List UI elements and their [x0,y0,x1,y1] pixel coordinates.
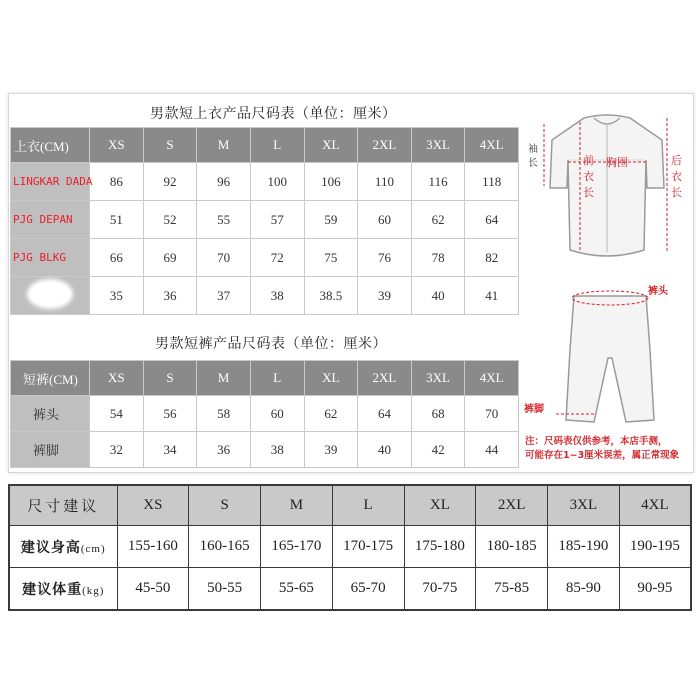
back-label-part3: 长 [671,186,682,199]
size-header: 3XL [411,128,465,163]
size-header: L [250,128,304,163]
cell: 51 [90,201,144,239]
size-header: XS [90,361,144,396]
cell: 110 [358,163,412,201]
size-header: 3XL [411,361,465,396]
cell: 75 [304,239,358,277]
cell: 39 [304,432,358,468]
cell: 54 [90,396,144,432]
cell: 37 [197,277,251,315]
cell: 165-170 [261,526,333,568]
row-label-height [9,526,117,568]
size-header: XL [304,361,358,396]
cell: 41 [465,277,519,315]
cell: 170-175 [332,526,404,568]
table-row [9,568,691,611]
cell: 39 [358,277,412,315]
size-header: M [197,128,251,163]
top-size-table [10,127,519,315]
size-header: M [261,485,333,526]
cell: 106 [304,163,358,201]
cell: 50-55 [189,568,261,611]
size-header: XL [404,485,476,526]
cell: 82 [465,239,519,277]
cell: 40 [411,277,465,315]
cell: 175-180 [404,526,476,568]
cell: 59 [304,201,358,239]
top-table-title: 男款短上衣产品尺码表（单位：厘米） [150,107,397,122]
size-header: L [250,361,304,396]
size-recommendation-table [8,484,692,611]
size-header: 4XL [465,361,519,396]
size-header: 4XL [619,485,691,526]
size-note [525,435,693,463]
size-header: XS [117,485,189,526]
weight-unit: (kg) [82,584,105,597]
cell: 56 [143,396,197,432]
size-header: S [189,485,261,526]
cell: 34 [143,432,197,468]
cell: 36 [143,277,197,315]
cell: 75-85 [476,568,548,611]
table-row [11,432,519,468]
table-row [11,239,519,277]
cell: 72 [250,239,304,277]
cell: 42 [411,432,465,468]
back-label-part2: 衣 [671,170,682,183]
cell: 160-165 [189,526,261,568]
cell: 44 [465,432,519,468]
size-header: 2XL [358,361,412,396]
note-line-1: 注：尺码表仅供参考，本店手测， [525,436,668,447]
row-label-weight [9,568,117,611]
cell: 70-75 [404,568,476,611]
back-label-part1: 后 [671,154,682,167]
mid-table-header [11,361,519,396]
cell: 185-190 [548,526,620,568]
cell: 45-50 [117,568,189,611]
table-row [9,526,691,568]
waist-label: 裤头 [648,286,668,297]
cell: 36 [197,432,251,468]
shorts-drawing [556,291,654,422]
cell: 38 [250,277,304,315]
table-row [11,163,519,201]
sleeve-label-part2: 长 [528,158,538,169]
cell: 40 [358,432,412,468]
cell: 57 [250,201,304,239]
table-row [11,201,519,239]
cell: 76 [358,239,412,277]
cell: 70 [197,239,251,277]
white-blob [30,282,70,306]
weight-label: 建议体重 [22,582,83,598]
cell: 78 [411,239,465,277]
cell: 38.5 [304,277,358,315]
size-header: S [143,128,197,163]
chest-label: 胸围 [606,156,628,169]
size-header: 4XL [465,128,519,163]
cell: 100 [250,163,304,201]
top-header-label: 上衣(CM) [11,128,90,163]
cell: 64 [358,396,412,432]
recommend-header-label: 尺寸建议 [9,485,117,526]
cell: 118 [465,163,519,201]
cell: 55-65 [261,568,333,611]
cell: 35 [90,277,144,315]
cell: 90-95 [619,568,691,611]
cell: 38 [250,432,304,468]
cell: 68 [411,396,465,432]
cell: 62 [411,201,465,239]
front-label-part2: 衣 [583,170,594,183]
height-unit: (cm) [80,542,106,555]
cell: 70 [465,396,519,432]
cell: 60 [358,201,412,239]
cell: 60 [250,396,304,432]
size-header: S [143,361,197,396]
cell: 69 [143,239,197,277]
sleeve-label-part1: 袖 [528,144,538,155]
row-label-chest: LINGKAR DADA [11,163,90,201]
cell: 64 [465,201,519,239]
cell: 180-185 [476,526,548,568]
cell: 52 [143,201,197,239]
cell: 116 [411,163,465,201]
garment-diagram [522,100,692,470]
size-header: XL [304,128,358,163]
cell: 190-195 [619,526,691,568]
cell: 55 [197,201,251,239]
size-header: 2XL [358,128,412,163]
table-row [11,396,519,432]
mid-table-title: 男款短裤产品尺码表（单位：厘米） [155,337,387,352]
cell: 32 [90,432,144,468]
cell: 155-160 [117,526,189,568]
row-label-back-length: PJG BLKG [11,239,90,277]
shorts-size-table [10,360,519,468]
recommend-header [9,485,691,526]
mid-header-label: 短裤(CM) [11,361,90,396]
cell: 96 [197,163,251,201]
table-row [11,277,519,315]
cell: 85-90 [548,568,620,611]
cell: 66 [90,239,144,277]
note-line-2: 可能存在1~3厘米误差，属正常现象 [525,450,680,461]
front-label-part3: 长 [583,186,594,199]
size-header: XS [90,128,144,163]
row-label-hem: 裤脚 [11,432,90,468]
cell: 62 [304,396,358,432]
row-label-waist: 裤头 [11,396,90,432]
height-label: 建议身高 [20,540,81,556]
row-label-obscured [11,277,90,315]
cell: 86 [90,163,144,201]
size-header: L [332,485,404,526]
hem-label: 裤脚 [524,404,544,415]
jersey-drawing [550,115,664,256]
top-table-header [11,128,519,163]
row-label-front-length: PJG DEPAN [11,201,90,239]
size-header: 3XL [548,485,620,526]
size-header: 2XL [476,485,548,526]
cell: 65-70 [332,568,404,611]
cell: 92 [143,163,197,201]
front-label-part1: 前 [583,154,594,167]
cell: 58 [197,396,251,432]
size-header: M [197,361,251,396]
